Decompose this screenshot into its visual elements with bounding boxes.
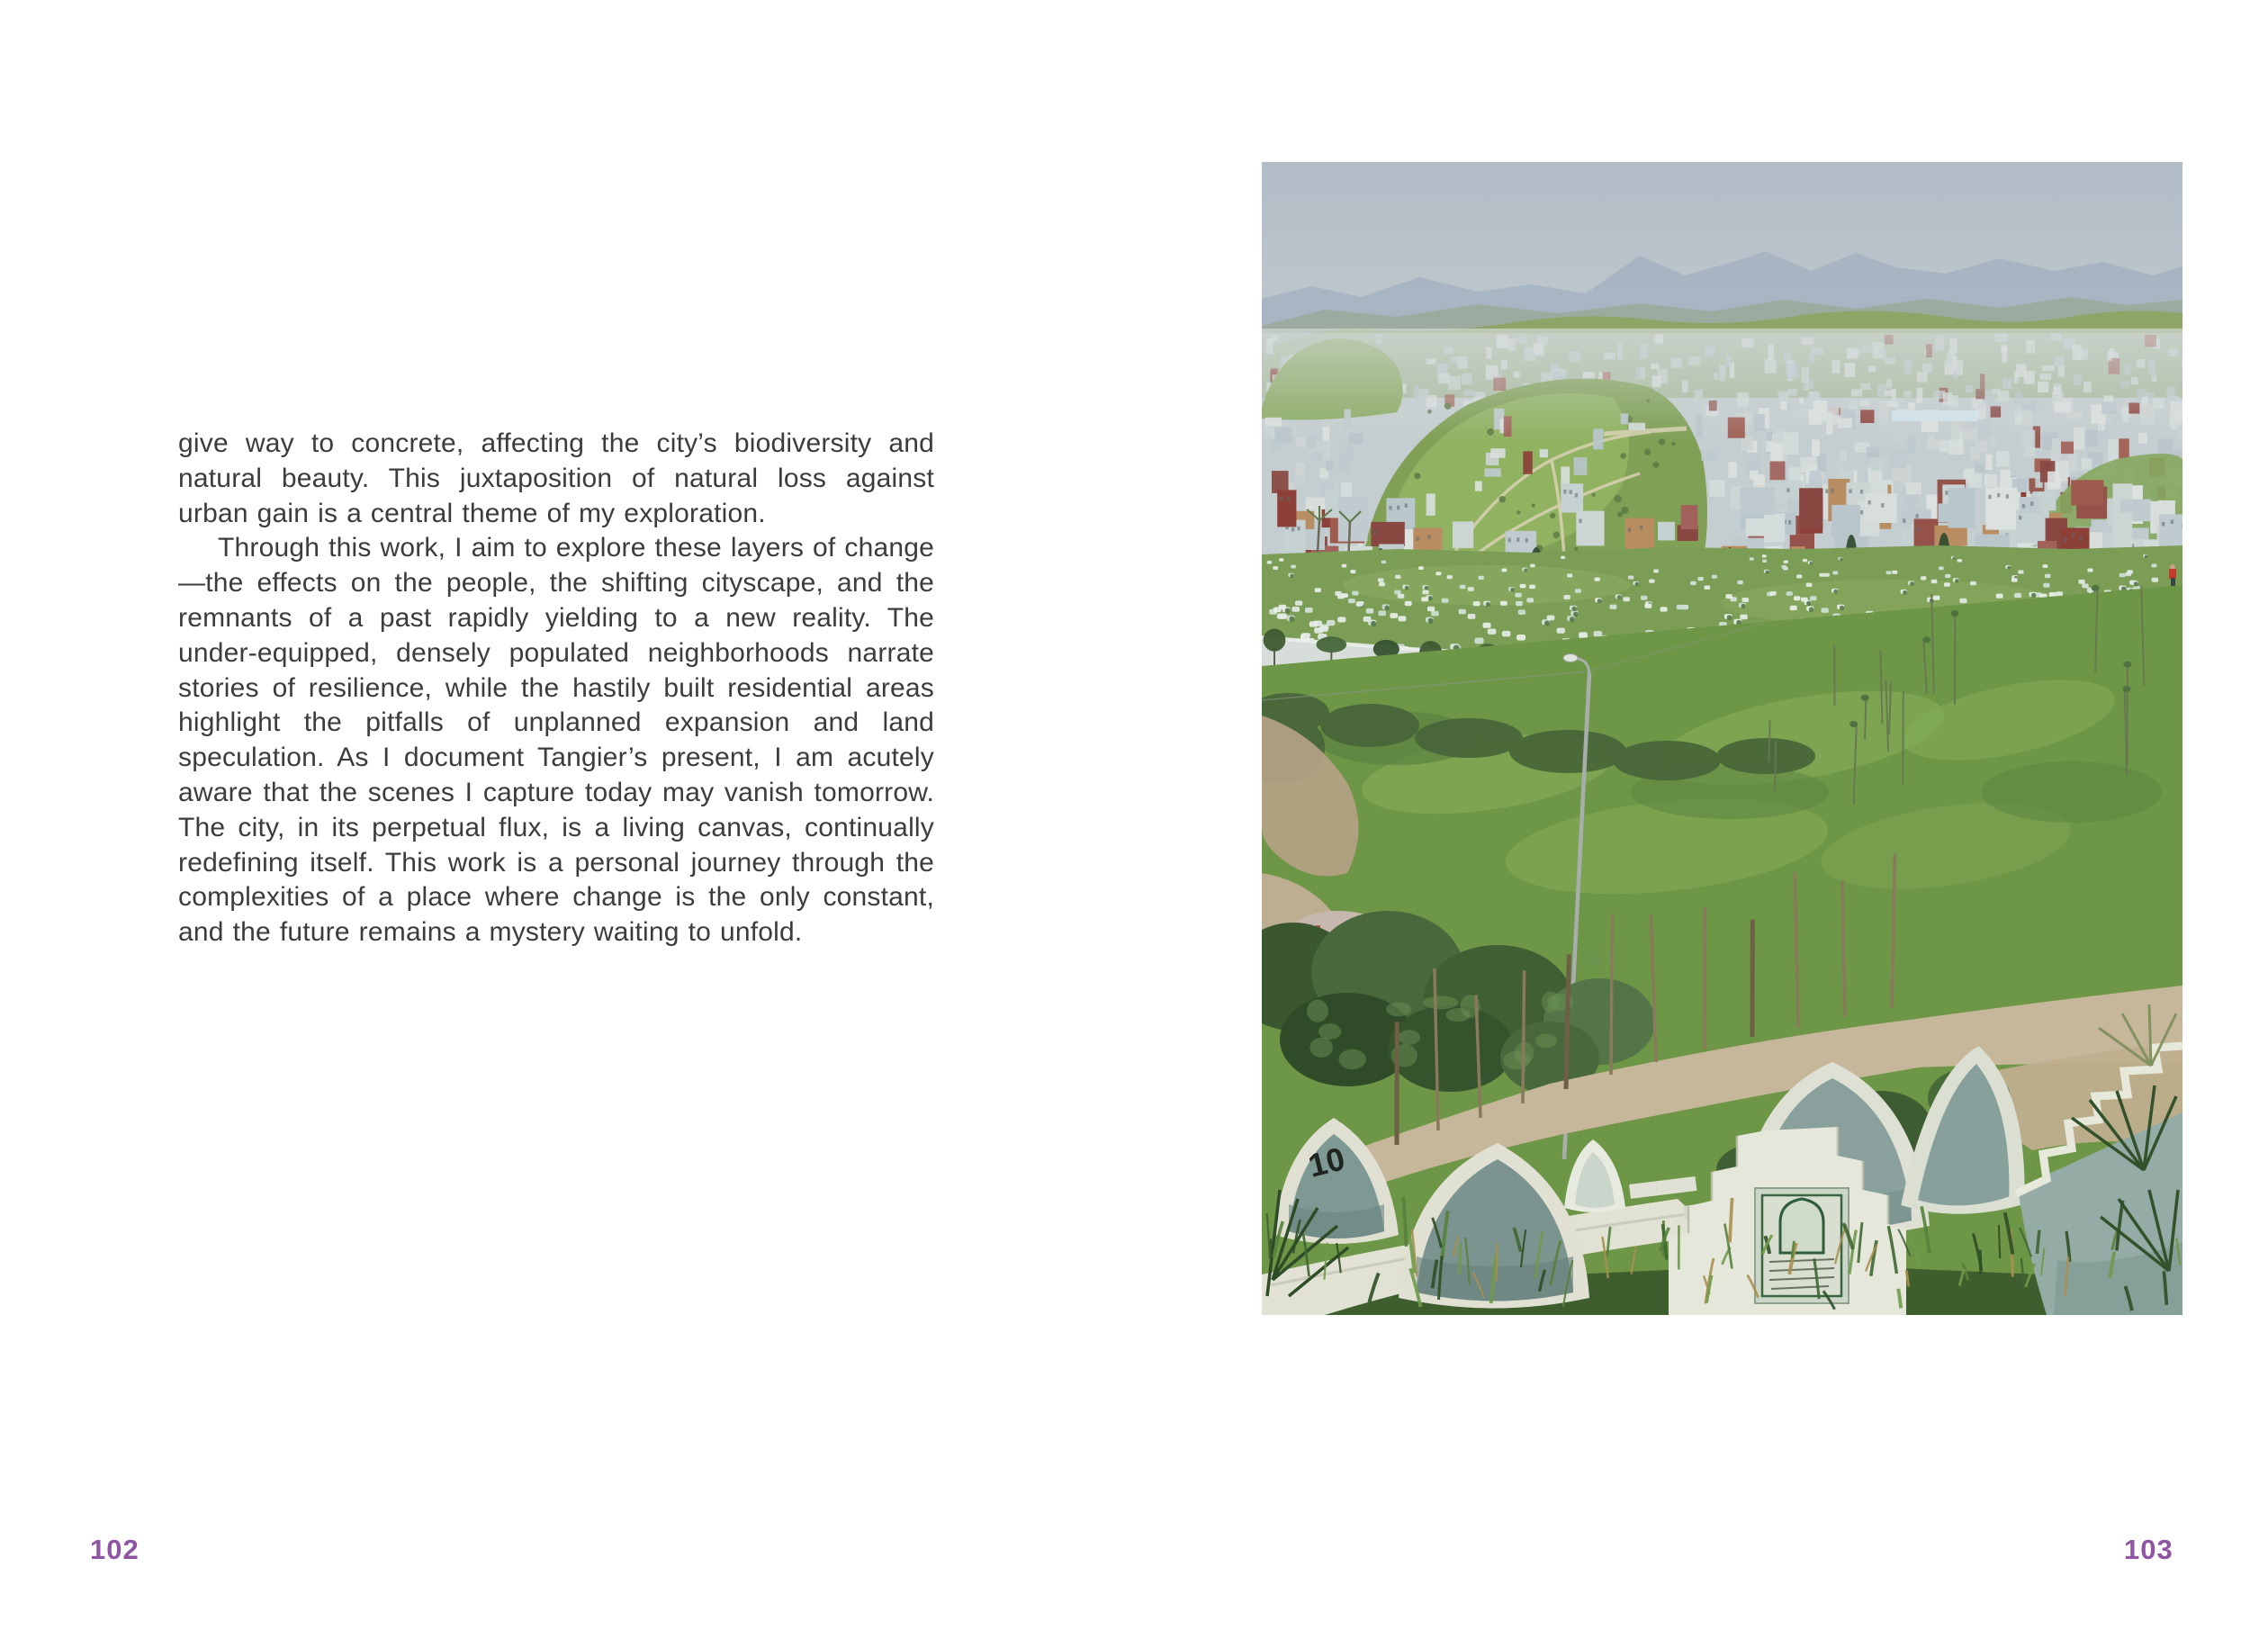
tangier-photo-svg [1262, 162, 2182, 1315]
warehouse-roof [1892, 410, 1978, 421]
body-paragraph: Through this work, I aim to explore these layers of change—the effects on the people, the shifting cityscape, and the remnants of a past rapidly yielding to a new reality. The under-equipped, densely populated neighborhoods narrate stories of resilience, while the hastily built residential areas highlight the pitfalls of unplanned expansion and land speculation. As I document Tangier’s present, I am acutely aware that the scenes I capture today may vanish tomorrow. The city, in its perpetual flux, is a living canvas, continually redefining itself. This work is a personal journey through the complexities of a place where change is the only constant, and the future remains a mystery waiting to unfold. [178, 533, 934, 948]
left-page-text [178, 427, 934, 950]
body-paragraph: give way to concrete, affecting the city’s biodiversity and natural beauty. This juxtaposition of natural loss against urban gain is a central theme of my exploration. [178, 428, 934, 528]
page-number-right: 103 [2124, 1534, 2174, 1565]
page-number-left: 102 [90, 1534, 140, 1565]
distance-haze [1262, 329, 2182, 441]
grave-number: 10 [1304, 1139, 1349, 1184]
tangier-photograph [1262, 162, 2182, 1315]
